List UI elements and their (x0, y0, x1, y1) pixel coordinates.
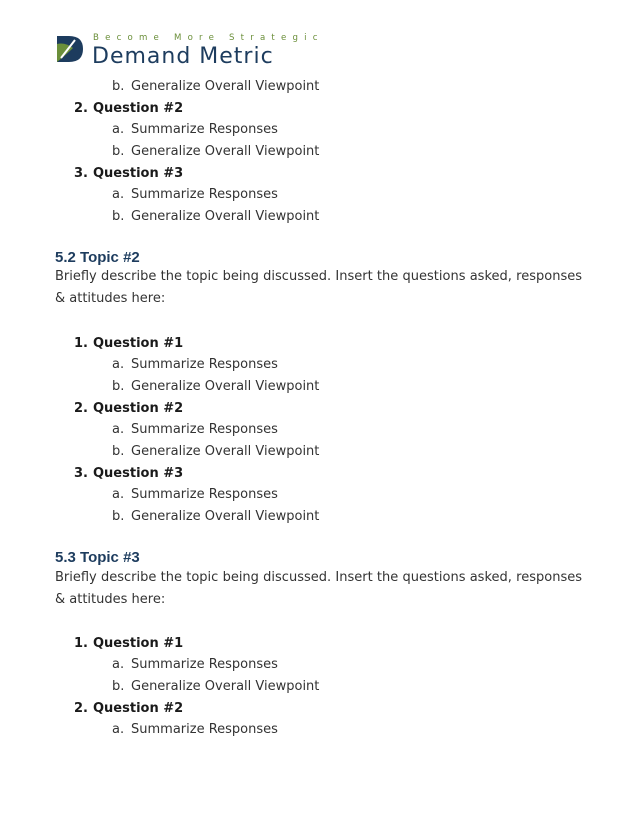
list-letter: a. (112, 422, 125, 437)
list-item (112, 422, 278, 438)
question-item (74, 336, 183, 352)
list-text: Generalize Overall Viewpoint (131, 144, 320, 159)
topic-2-description: Briefly describe the topic being discussed. Insert the questions asked, responses & attitudes here: (55, 269, 582, 306)
question-text: Question #1 (93, 336, 184, 351)
list-letter: a. (112, 722, 125, 737)
list-text: Generalize Overall Viewpoint (131, 79, 320, 94)
question-number: 2. (74, 101, 88, 116)
list-letter: a. (112, 357, 125, 372)
question-number: 2. (74, 401, 88, 416)
list-text: Summarize Responses (131, 722, 278, 737)
question-number: 3. (74, 166, 88, 181)
question-number: 2. (74, 701, 88, 716)
list-item (112, 209, 319, 225)
section-heading-topic-3: 5.3 Topic #3 (55, 549, 140, 566)
question-text: Question #3 (93, 166, 184, 181)
list-item (112, 722, 278, 738)
list-text: Summarize Responses (131, 187, 278, 202)
list-item (112, 509, 319, 525)
question-item (74, 701, 183, 717)
list-item (112, 122, 278, 138)
topic-3-description: Briefly describe the topic being discussed. Insert the questions asked, responses & attitudes here: (55, 570, 582, 607)
question-item (74, 466, 183, 482)
question-item (74, 101, 183, 117)
question-item (74, 166, 183, 182)
list-text: Generalize Overall Viewpoint (131, 679, 320, 694)
question-text: Question #1 (93, 636, 184, 651)
list-letter: b. (112, 379, 125, 394)
list-item (112, 679, 319, 695)
list-letter: b. (112, 144, 125, 159)
list-text: Generalize Overall Viewpoint (131, 379, 320, 394)
question-number: 1. (74, 636, 88, 651)
list-letter: a. (112, 487, 125, 502)
list-item (112, 187, 278, 203)
list-letter: a. (112, 122, 125, 137)
list-text: Summarize Responses (131, 122, 278, 137)
list-item (112, 487, 278, 503)
list-text: Summarize Responses (131, 657, 278, 672)
list-letter: b. (112, 679, 125, 694)
list-item (112, 79, 319, 95)
list-letter: b. (112, 79, 125, 94)
list-letter: a. (112, 187, 125, 202)
section-heading-topic-2: 5.2 Topic #2 (55, 249, 140, 266)
question-text: Question #2 (93, 401, 184, 416)
list-text: Generalize Overall Viewpoint (131, 444, 320, 459)
list-letter: b. (112, 444, 125, 459)
question-text: Question #3 (93, 466, 184, 481)
question-number: 1. (74, 336, 88, 351)
list-item (112, 379, 319, 395)
list-text: Summarize Responses (131, 487, 278, 502)
list-text: Generalize Overall Viewpoint (131, 509, 320, 524)
question-text: Question #2 (93, 101, 184, 116)
list-text: Generalize Overall Viewpoint (131, 209, 320, 224)
question-text: Question #2 (93, 701, 184, 716)
question-item (74, 401, 183, 417)
logo-tagline: Become More Strategic (93, 33, 324, 43)
list-item (112, 657, 278, 673)
demand-metric-logo-icon (55, 34, 85, 64)
list-text: Summarize Responses (131, 422, 278, 437)
list-item (112, 144, 319, 160)
list-letter: b. (112, 509, 125, 524)
question-number: 3. (74, 466, 88, 481)
list-item (112, 357, 278, 373)
list-item (112, 444, 319, 460)
question-item (74, 636, 183, 652)
list-text: Summarize Responses (131, 357, 278, 372)
logo-name: Demand Metric (92, 44, 274, 69)
list-letter: a. (112, 657, 125, 672)
list-letter: b. (112, 209, 125, 224)
demand-metric-logo (55, 32, 324, 69)
